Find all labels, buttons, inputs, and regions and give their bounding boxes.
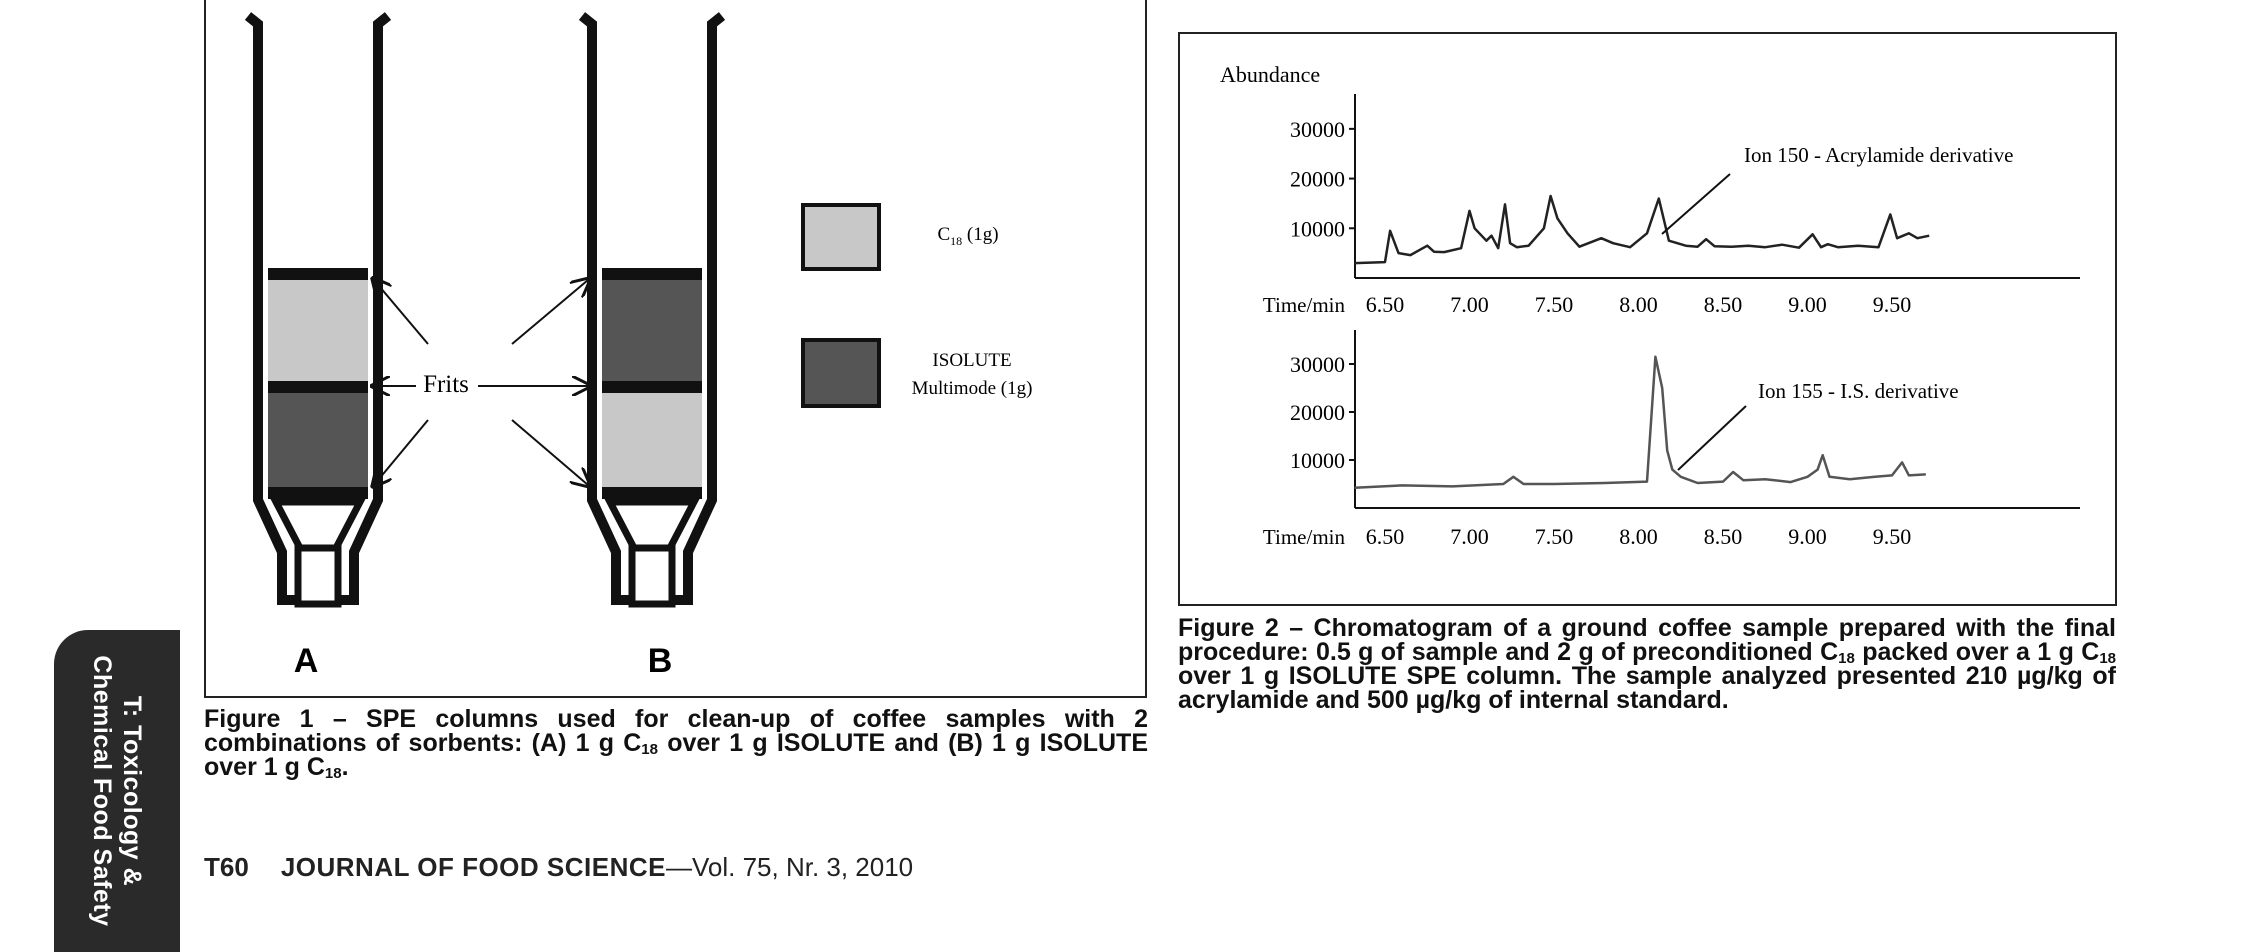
x-tick-label: 6.50	[1365, 524, 1405, 549]
x-tick-label: 8.00	[1619, 292, 1658, 317]
y-tick-label: 10000	[1290, 448, 1345, 473]
column-a-outlet	[276, 502, 360, 548]
legend-c18-label: $C_{18}$ (1g)	[937, 224, 999, 248]
column-a-label: A	[293, 642, 319, 680]
x-axis-label: Time/min	[1262, 293, 1345, 317]
column-b-outlet	[610, 502, 694, 548]
y-axis-title: Abundance	[1220, 62, 1321, 87]
figure1-panel	[204, 0, 1147, 698]
chromatogram	[1180, 34, 2115, 604]
section-tab-line2: Chemical Food Safety	[88, 655, 116, 927]
legend-isolute-swatch	[803, 340, 879, 406]
peak-annotation: Ion 150 - Acrylamide derivative	[1744, 143, 2014, 167]
x-tick-label: 8.50	[1703, 524, 1743, 549]
x-tick-label: 7.50	[1534, 524, 1574, 549]
section-tab-line1: T: Toxicology &	[118, 695, 146, 887]
arrow-b-bottom	[512, 420, 588, 485]
column-b	[582, 16, 722, 604]
column-b-label: B	[647, 642, 673, 680]
column-a-frit-mid	[268, 381, 368, 393]
frit-arrows	[374, 280, 588, 485]
annotation-leader-line	[1678, 406, 1746, 470]
arrow-b-top	[512, 280, 588, 344]
frits-label: Frits	[423, 371, 469, 398]
chromatogram-ion-150	[1263, 94, 2080, 317]
y-tick-label: 30000	[1290, 116, 1345, 142]
x-axis-label: Time/min	[1262, 525, 1345, 549]
chromatogram-ion-155	[1263, 330, 2080, 549]
page-number: T60	[204, 852, 249, 882]
figure2-panel	[1178, 32, 2117, 606]
column-b-isolute-sorbent	[602, 278, 702, 388]
column-b-c18-sorbent	[602, 385, 702, 490]
y-tick-label: 30000	[1290, 352, 1345, 377]
chromatogram-trace	[1355, 196, 1930, 263]
x-tick-label: 9.00	[1788, 524, 1827, 549]
y-tick-label: 20000	[1290, 166, 1345, 192]
legend-isolute-label-line1: ISOLUTE	[932, 350, 1012, 371]
column-b-frit-mid	[602, 381, 702, 393]
column-a	[248, 16, 388, 604]
section-tab-label	[87, 630, 147, 952]
x-tick-label: 9.00	[1788, 292, 1827, 317]
page-footer	[204, 852, 913, 883]
column-a-c18-sorbent	[268, 278, 368, 388]
x-tick-label: 7.00	[1450, 292, 1489, 317]
legend-c18-swatch	[803, 205, 879, 269]
column-b-frit-top	[602, 268, 702, 280]
y-tick-label: 20000	[1290, 400, 1345, 425]
annotation-leader-line	[1662, 174, 1730, 234]
column-b-frit-bottom	[602, 487, 702, 499]
journal-name: JOURNAL OF FOOD SCIENCE	[280, 852, 666, 882]
column-a-frit-top	[268, 268, 368, 280]
column-a-tip	[298, 548, 338, 604]
x-tick-label: 7.00	[1450, 524, 1489, 549]
column-a-isolute-sorbent	[268, 385, 368, 490]
y-tick-label: 10000	[1290, 216, 1345, 242]
spe-columns-diagram	[206, 0, 1147, 698]
figure1-caption: Figure 1 – SPE columns used for clean-up of coffee samples with 2 combinations of sorbents: (A) 1 g $C_{18}$ over 1 g ISOLUTE and (B) 1 g ISOLUTE over 1 g $C_{18}$.	[204, 705, 1148, 782]
x-tick-label: 8.00	[1619, 524, 1658, 549]
x-tick-label: 8.50	[1703, 292, 1743, 317]
figure2-caption: Figure 2 – Chromatogram of a ground coffee sample prepared with the final procedure: 0.5 g of sample and 2 g of preconditioned $C_{18}$ packed over a 1 g $C_{18}$ over 1 g ISOLUTE SPE column. The sample analyzed presented 210 µg/kg of acrylamide and 500 µg/kg of internal standard.	[1178, 614, 2117, 714]
x-tick-label: 9.50	[1872, 292, 1912, 317]
chromatogram-trace	[1355, 357, 1926, 488]
peak-annotation: Ion 155 - I.S. derivative	[1758, 379, 1959, 403]
x-tick-label: 6.50	[1365, 292, 1405, 317]
x-tick-label: 7.50	[1534, 292, 1574, 317]
journal-volume: —Vol. 75, Nr. 3, 2010	[665, 852, 914, 882]
column-a-frit-bottom	[268, 487, 368, 499]
x-tick-label: 9.50	[1872, 524, 1912, 549]
column-b-tip	[632, 548, 672, 604]
legend-isolute-label-line2: Multimode (1g)	[911, 378, 1033, 399]
